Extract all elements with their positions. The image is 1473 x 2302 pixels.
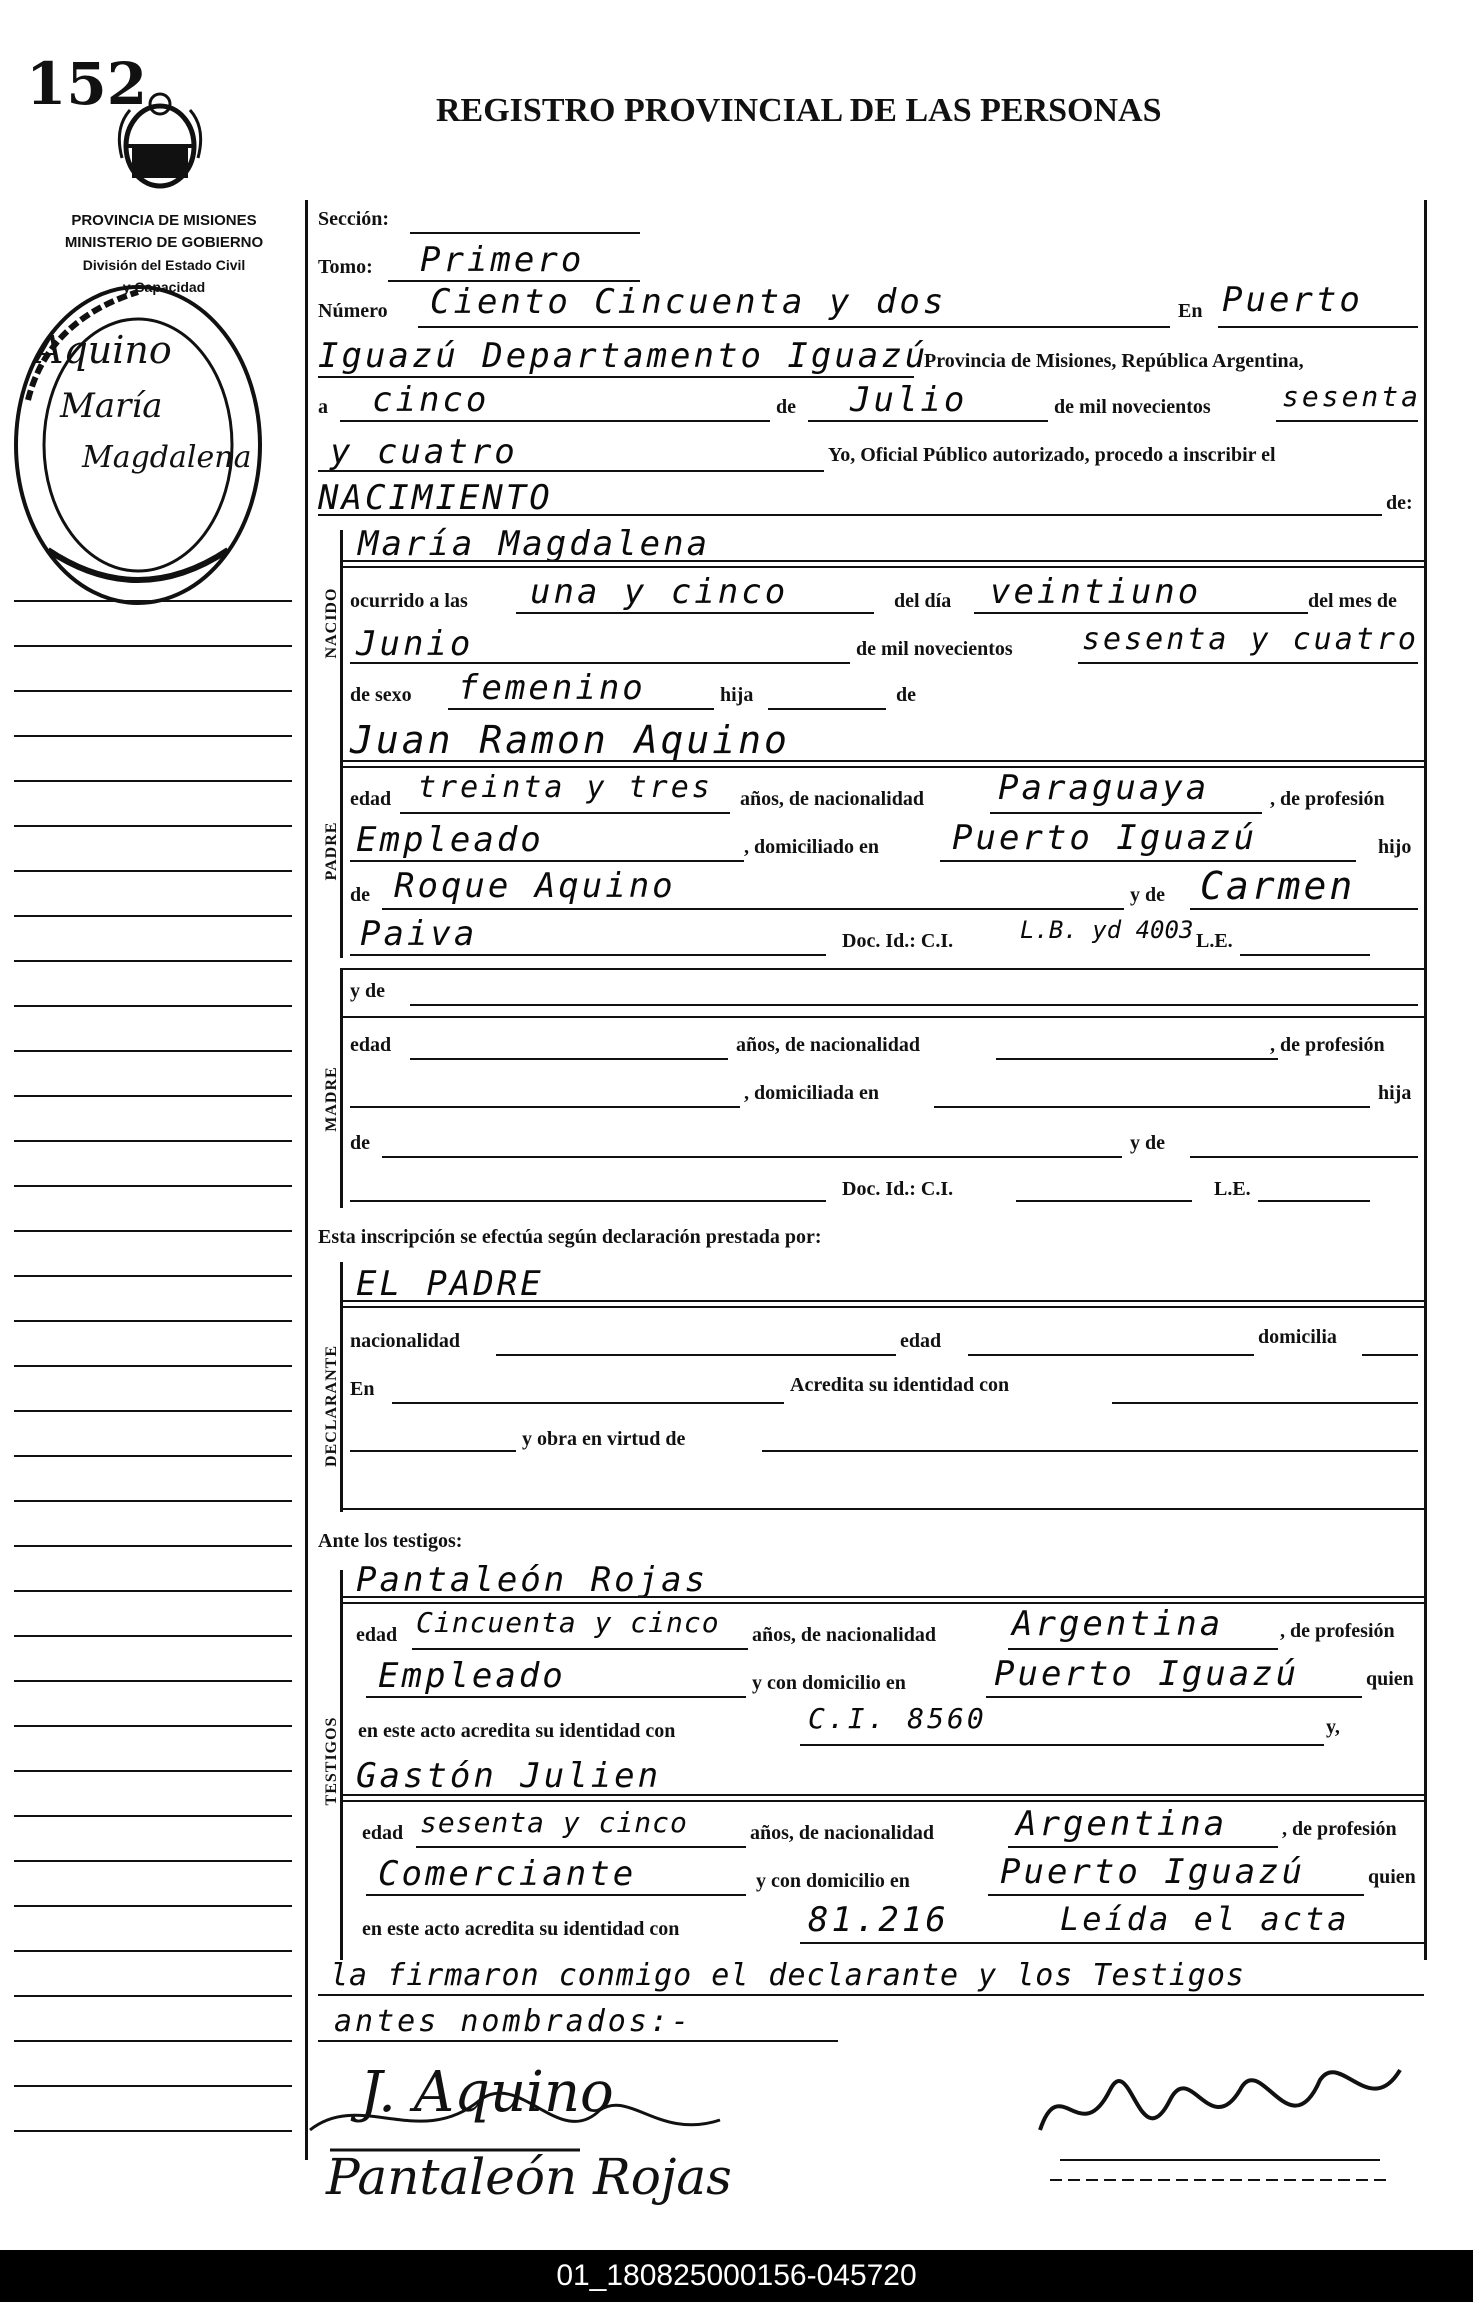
section-nacido: NACIDO (323, 587, 340, 659)
value-padre-prof: Empleado (356, 820, 544, 860)
margin-rule (14, 825, 292, 827)
margin-rule (14, 1455, 292, 1457)
margin-rule (14, 1140, 292, 1142)
label-ante: Ante los testigos: (318, 1530, 463, 1552)
label-y-comma: y, (1326, 1716, 1340, 1738)
signature-testigo: Pantaleón Rojas (326, 2148, 732, 2206)
coat-of-arms-icon (110, 88, 210, 198)
label-de-mil-2: de mil novecientos (856, 638, 1013, 660)
section-padre: PADRE (323, 821, 340, 881)
label-anios-nac-padre: años, de nacionalidad (740, 788, 924, 810)
margin-rule (14, 870, 292, 872)
label-acredita-decl: Acredita su identidad con (790, 1374, 1010, 1396)
value-lugar2: Iguazú Departamento Iguazú (318, 336, 929, 376)
margin-rule (14, 2130, 292, 2132)
margin-rule (14, 1365, 292, 1367)
label-del-dia: del día (894, 590, 952, 612)
label-anios-nac-t1: años, de nacionalidad (752, 1624, 936, 1646)
label-numero: Número (318, 300, 388, 322)
label-edad-t1: edad (356, 1624, 398, 1646)
value-sexo: femenino (458, 668, 646, 708)
value-testigo1-prof: Empleado (378, 1656, 566, 1696)
label-seccion: Sección: (318, 208, 390, 230)
value-padre-edad: treinta y tres (418, 770, 713, 805)
margin-rule (14, 960, 292, 962)
value-padre-nombre: Juan Ramon Aquino (350, 718, 790, 762)
margin-rule (14, 1095, 292, 1097)
margin-rule (14, 2040, 292, 2042)
value-testigo2-edad: sesenta y cinco (420, 1806, 688, 1839)
label-de-2: de (896, 684, 916, 706)
section-madre: MADRE (323, 1066, 340, 1132)
margin-rule (14, 1320, 292, 1322)
value-testigo1-nombre: Pantaleón Rojas (356, 1560, 709, 1600)
label-de-mil: de mil novecientos (1054, 396, 1211, 418)
margin-rule (14, 1185, 292, 1187)
label-y-de-padre: y de (1130, 884, 1165, 906)
label-y-obra: y obra en virtud de (522, 1428, 686, 1450)
value-cierre2: la firmaron conmigo el declarante y los Testigos (330, 1958, 1245, 1993)
label-edad-decl: edad (900, 1330, 942, 1352)
value-padre-dom: Puerto Iguazú (952, 818, 1258, 858)
label-prof-padre: , de profesión (1270, 788, 1385, 810)
label-provincia: Provincia de Misiones, República Argentina, (924, 350, 1304, 372)
label-en: En (1178, 300, 1203, 322)
label-a: a (318, 396, 328, 418)
value-cierre1: Leída el acta (1060, 1900, 1350, 1938)
label-dom-padre: , domiciliado en (744, 836, 880, 858)
label-hijo: hijo (1378, 836, 1412, 858)
form-right-border (1424, 200, 1427, 1960)
agency-line3: División del Estado Civil (82, 257, 246, 273)
label-doc-madre: Doc. Id.: C.I. (842, 1178, 954, 1200)
value-padre-y-de2: Paiva (360, 914, 478, 954)
margin-rule (14, 1815, 292, 1817)
margin-rule (14, 1005, 292, 1007)
label-dom-madre: , domiciliada en (744, 1082, 880, 1104)
margin-rule (14, 1275, 292, 1277)
value-anio-nac: sesenta y cuatro (1082, 622, 1419, 657)
label-doc-padre: Doc. Id.: C.I. (842, 930, 954, 952)
agency-line1: PROVINCIA DE MISIONES (71, 212, 257, 229)
margin-rule (14, 1635, 292, 1637)
label-yo: Yo, Oficial Público autorizado, procedo a inscribir el (828, 444, 1276, 466)
value-padre-y-de1: Carmen (1200, 864, 1356, 908)
label-ocurrido: ocurrido a las (350, 590, 468, 612)
label-y-de-madre-2: y de (1130, 1132, 1165, 1154)
section-testigos: TESTIGOS (323, 1716, 340, 1806)
value-mes: Julio (850, 380, 968, 420)
value-testigo2-nombre: Gastón Julien (356, 1756, 662, 1796)
margin-rule (14, 1725, 292, 1727)
value-padre-hijo-de: Roque Aquino (394, 866, 676, 906)
label-hija: hija (720, 684, 754, 706)
margin-rule (14, 1230, 292, 1232)
value-testigo2-prof: Comerciante (378, 1854, 637, 1894)
value-numero: Ciento Cincuenta y dos (430, 282, 947, 322)
label-acredita-t2: en este acto acredita su identidad con (362, 1918, 680, 1940)
label-anios-nac-t2: años, de nacionalidad (750, 1822, 934, 1844)
label-quien-t2: quien (1368, 1866, 1416, 1888)
form-left-border (305, 200, 308, 2160)
value-dia-nac: veintiuno (990, 572, 1202, 612)
label-nacionalidad-decl: nacionalidad (350, 1330, 461, 1352)
value-testigo1-doc: C.I. 8560 (808, 1702, 987, 1735)
value-testigo1-nac: Argentina (1012, 1604, 1224, 1644)
label-le-madre: L.E. (1214, 1178, 1251, 1200)
margin-note-name: María (60, 386, 163, 426)
margin-rule (14, 1905, 292, 1907)
margin-rule (14, 1680, 292, 1682)
margin-rule (14, 1410, 292, 1412)
label-acredita-t1: en este acto acredita su identidad con (358, 1720, 676, 1742)
margin-rule (14, 1545, 292, 1547)
margin-note-name2: Magdalena (82, 440, 252, 475)
margin-rule (14, 1995, 292, 1997)
label-dom-t2: y con domicilio en (756, 1870, 910, 1892)
value-cierre3: antes nombrados:- (334, 2004, 693, 2039)
margin-rule (14, 1500, 292, 1502)
page-title: REGISTRO PROVINCIAL DE LAS PERSONAS (436, 92, 1162, 129)
value-padre-nac: Paraguaya (998, 768, 1210, 808)
label-y-de-madre: y de (350, 980, 385, 1002)
official-signature-stamp (1020, 2030, 1420, 2190)
label-de-colon: de: (1386, 492, 1413, 514)
margin-note-surname: Aquino (36, 328, 172, 372)
value-testigo1-dom: Puerto Iguazú (994, 1654, 1300, 1694)
label-de-sexo: de sexo (350, 684, 412, 706)
label-prof-madre: , de profesión (1270, 1034, 1385, 1056)
margin-rule (14, 780, 292, 782)
label-del-mes: del mes de (1308, 590, 1397, 612)
signature-declarante: J. Aquino (360, 2060, 614, 2125)
value-lugar1: Puerto (1222, 280, 1363, 320)
margin-rule (14, 1770, 292, 1772)
footer-bar (0, 2250, 1473, 2302)
value-testigo1-edad: Cincuenta y cinco (416, 1606, 720, 1639)
value-acto: NACIMIENTO (318, 478, 553, 518)
value-anio2: y cuatro (330, 432, 518, 472)
value-declarante: EL PADRE (356, 1264, 544, 1304)
value-testigo2-nac: Argentina (1016, 1804, 1228, 1844)
margin-rule (14, 1860, 292, 1862)
margin-rule (14, 645, 292, 647)
label-prof-t1: , de profesión (1280, 1620, 1395, 1642)
value-padre-doc: L.B. yd 4003 (1020, 916, 1194, 944)
section-declarante: DECLARANTE (323, 1344, 340, 1467)
margin-rule (14, 1050, 292, 1052)
label-hija-madre: hija (1378, 1082, 1412, 1104)
value-anio1: sesenta (1282, 380, 1422, 413)
label-dom-t1: y con domicilio en (752, 1672, 906, 1694)
agency-line4: y Capacidad (122, 279, 206, 295)
value-dia: cinco (372, 380, 490, 420)
footer-id: 01_180825000156-045720 (556, 2259, 917, 2292)
label-edad-t2: edad (362, 1822, 404, 1844)
value-hora: una y cinco (530, 572, 789, 612)
label-domicilia-decl: domicilia (1258, 1326, 1337, 1348)
value-nombre: María Magdalena (358, 524, 711, 564)
label-inscripcion: Esta inscripción se efectúa según declaración prestada por: (318, 1226, 822, 1248)
label-tomo: Tomo: (318, 256, 373, 278)
label-quien-t1: quien (1366, 1668, 1414, 1690)
label-edad-madre: edad (350, 1034, 392, 1056)
label-de-madre: de (350, 1132, 370, 1154)
label-de: de (776, 396, 796, 418)
label-de-padre: de (350, 884, 370, 906)
margin-rule (14, 2085, 292, 2087)
label-anios-nac-madre: años, de nacionalidad (736, 1034, 920, 1056)
margin-rule (14, 1950, 292, 1952)
value-testigo2-dom: Puerto Iguazú (1000, 1852, 1306, 1892)
label-le-padre: L.E. (1196, 930, 1233, 952)
value-mes-nac: Junio (356, 624, 474, 664)
declarant-signature-scribble (300, 2060, 740, 2170)
margin-rule (14, 600, 292, 602)
label-en-decl: En (350, 1378, 375, 1400)
margin-rule (14, 1590, 292, 1592)
label-edad-padre: edad (350, 788, 392, 810)
label-prof-t2: , de profesión (1282, 1818, 1397, 1840)
margin-rule (14, 915, 292, 917)
page-number: 152 (26, 50, 148, 118)
value-testigo2-doc: 81.216 (808, 1900, 949, 1940)
value-tomo: Primero (420, 240, 585, 280)
margin-rule (14, 690, 292, 692)
margin-rule (14, 735, 292, 737)
agency-line2: MINISTERIO DE GOBIERNO (64, 234, 264, 251)
